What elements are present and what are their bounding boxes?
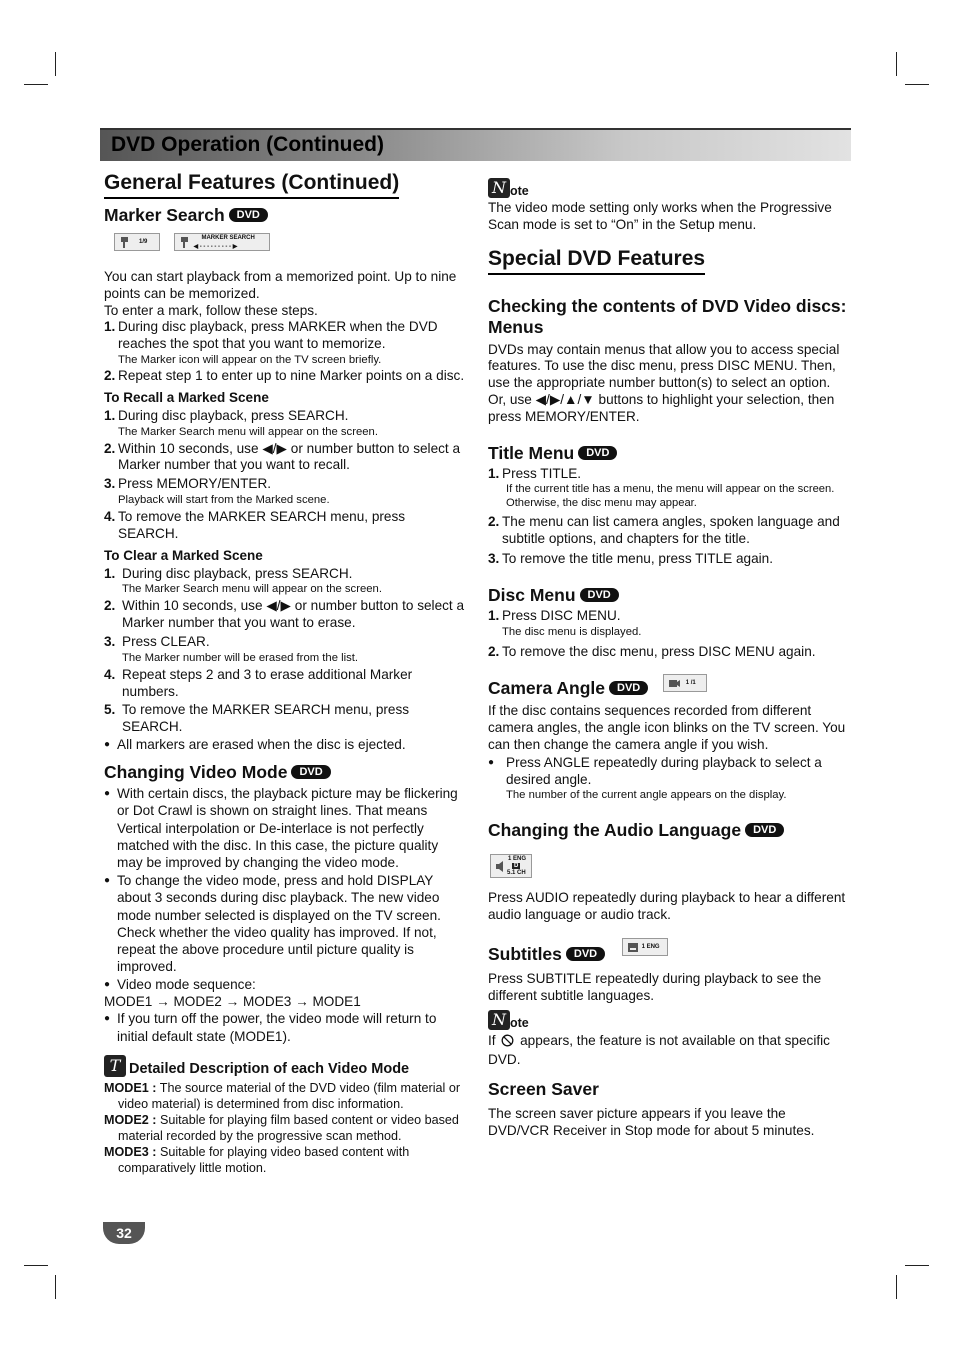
list-item: 1. During disc playback, press MARKER when the DVD reaches the spot that you want to memorize. [104, 319, 438, 352]
angle-osd [663, 674, 707, 692]
audio-osd-row [488, 854, 850, 880]
step-note: The Marker number will be erased from the list. [122, 651, 359, 664]
list-item: 1. During disc playback, press SEARCH. [104, 565, 353, 581]
camera-angle-heading: Camera Angle DVD 1 /1 [488, 674, 850, 699]
bullet-item: ● To change the video mode, press and hold DISPLAY about 3 seconds during disc playback. The new video mode number selected is displayed on the TV screen. Check whether the video quality has improved. If not, repeat the above procedure until picture quality is improved. [104, 873, 441, 975]
marker-osd-value: 1/9 [139, 239, 148, 245]
step-note: The disc menu is displayed. [502, 625, 642, 638]
marker-search-osd-label: MARKER SEARCH [201, 235, 255, 241]
audio-heading: Changing the Audio Language DVD [488, 820, 850, 841]
left-column [104, 170, 466, 1176]
subtitle-osd-value: 1 ENG [641, 943, 660, 950]
list-item: 2. Within 10 seconds, use ◀/▶ or number button to select a Marker number that you want to recall. [104, 440, 461, 473]
note-text: The video mode setting only works when the Progressive Scan mode is set to “On” in the Setup menu. [488, 200, 832, 232]
list-item: 2. Within 10 seconds, use ◀/▶ or number button to select a Marker number that you want to erase. [104, 598, 465, 631]
dvd-badge: DVD [580, 588, 619, 602]
section-title: General Features (Continued) [104, 170, 399, 199]
list-item: 5. To remove the MARKER SEARCH menu, press SEARCH. [104, 702, 410, 735]
title-menu-heading: Title Menu DVD [488, 443, 850, 464]
subheading: To Recall a Marked Scene [104, 389, 269, 405]
list-item: 1. Press DISC MENU. [488, 607, 621, 623]
subtitle-osd [622, 938, 668, 956]
marker-icon [179, 236, 191, 249]
dvd-badge: DVD [229, 208, 268, 222]
dvd-badge: DVD [291, 765, 330, 779]
crop-mark [905, 84, 929, 85]
marker-osd-row [104, 233, 466, 255]
step-note: The Marker Search menu will appear on the screen. [118, 425, 378, 438]
mode-sequence: MODE1 → MODE2 → MODE3 → MODE1 [104, 993, 361, 1009]
angle-osd-value: 1 /1 [685, 680, 696, 687]
crop-mark [55, 52, 56, 76]
subtitle-icon [627, 941, 639, 954]
subtitles-heading: Subtitles DVD 1 ENG [488, 938, 850, 965]
paragraph: You can start playback from a memorized point. Up to nine points can be memorized. [104, 269, 457, 301]
mode-description: MODE2 : Suitable for playing film based content or video based material recorded by the progressive scan method. [104, 1112, 459, 1143]
paragraph: Press AUDIO repeatedly during playback to hear a different audio language or audio track. [488, 890, 846, 922]
list-item: 2. Repeat step 1 to enter up to nine Marker points on a disc. [104, 367, 465, 383]
page-number: 32 [103, 1222, 145, 1244]
bullet-item: ● All markers are erased when the disc is ejected. [104, 736, 406, 752]
crop-mark [55, 1275, 56, 1299]
marker-search-heading: Marker Search DVD [104, 205, 466, 226]
step-note: Playback will start from the Marked scene. [118, 493, 330, 506]
marker-osd [114, 233, 160, 251]
bullet-item: ● If you turn off the power, the video mode will return to initial default state (MODE1). [104, 1011, 437, 1044]
list-item: 2. To remove the disc menu, press DISC MENU again. [488, 643, 816, 659]
list-item: 2. The menu can list camera angles, spoken language and subtitle options, and chapters for the title. [488, 514, 840, 547]
audio-osd [490, 854, 532, 878]
note-icon: N [488, 1010, 510, 1030]
paragraph: The screen saver picture appears if you leave the DVD/VCR Receiver in Stop mode for about 5 minutes. [488, 1105, 815, 1138]
prohibited-icon [501, 1034, 514, 1052]
crop-mark [896, 1275, 897, 1299]
marker-search-osd [174, 233, 270, 251]
marker-search-osd-bar: ◀ - - - - - - - - - ▶ [193, 244, 238, 250]
video-mode-heading: Changing Video Mode DVD [104, 762, 466, 783]
tip-heading: T Detailed Description of each Video Mode [104, 1055, 466, 1077]
paragraph: DVDs may contain menus that allow you to access special features. To use the disc menu, press DISC MENU. Then, use the appropriate number button(s) to select an option. Or, use ◀/▶/▲/▼ buttons to highlight your selection, then press MEMORY/ENTER. [488, 341, 840, 424]
dvd-badge: DVD [566, 947, 605, 961]
audio-osd-channels: 5.1 CH [507, 870, 526, 877]
note-text: If appears, the feature is not available on that specific DVD. [488, 1033, 830, 1068]
paragraph: Press SUBTITLE repeatedly during playback to see the different subtitle languages. [488, 970, 822, 1003]
note-icon: N [488, 178, 510, 198]
list-item: 1. During disc playback, press SEARCH. [104, 407, 349, 423]
section-title: Special DVD Features [488, 246, 705, 275]
marker-icon [119, 236, 131, 249]
subsection-title: Checking the contents of DVD Video discs: Menus [488, 295, 847, 337]
list-item: 4. Repeat steps 2 and 3 to erase additional Marker numbers. [104, 666, 413, 699]
list-item: 3. Press MEMORY/ENTER. [104, 476, 272, 492]
dvd-badge: DVD [609, 681, 648, 695]
list-item: 4. To remove the MARKER SEARCH menu, press SEARCH. [104, 508, 406, 541]
audio-osd-format: D [514, 863, 519, 870]
tip-icon: T [104, 1055, 126, 1077]
speaker-icon [495, 860, 507, 873]
dvd-badge: DVD [745, 823, 784, 837]
bullet-item: ● Video mode sequence: [104, 977, 256, 993]
audio-osd-language: 1 ENG [508, 856, 527, 863]
disc-menu-heading: Disc Menu DVD [488, 585, 850, 606]
camera-icon [668, 677, 680, 690]
list-item: 3. Press CLEAR. [104, 633, 210, 649]
dvd-badge: DVD [578, 446, 617, 460]
crop-mark [24, 84, 48, 85]
list-item: 1. Press TITLE. [488, 465, 582, 481]
right-column [488, 178, 850, 1140]
paragraph: To enter a mark, follow these steps. [104, 302, 318, 318]
header-bar [100, 128, 851, 161]
step-note: The Marker icon will appear on the TV screen briefly. [118, 353, 382, 366]
crop-mark [24, 1265, 48, 1266]
step-note: The number of the current angle appears on the display. [506, 789, 787, 802]
bullet-item: ● With certain discs, the playback picture may be flickering or Dot Crawl is shown on straight lines. That means Vertical interpolation or De-interlace is not perfectly matched with the disc. In this case, the picture quality may be improved by changing the video mode. [104, 786, 458, 870]
bullet-item: ● Press ANGLE repeatedly during playback to select a desired angle. [488, 754, 822, 787]
step-note: The Marker Search menu will appear on the screen. [122, 583, 382, 596]
crop-mark [905, 1265, 929, 1266]
subheading: To Clear a Marked Scene [104, 547, 263, 563]
page-header-title: DVD Operation (Continued) [111, 133, 384, 156]
mode-description: MODE1 : The source material of the DVD video (film material or video material) is determined from disc information. [104, 1080, 461, 1111]
note-heading: N ote [488, 178, 850, 198]
paragraph: If the disc contains sequences recorded from different camera angles, the angle icon blinks on the TV screen. You can then change the camera angle if you wish. [488, 703, 846, 752]
list-item: 3. To remove the title menu, press TITLE again. [488, 550, 773, 566]
screen-saver-title: Screen Saver [488, 1078, 599, 1099]
step-note: If the current title has a menu, the menu will appear on the screen. Otherwise, the disc menu may appear. [506, 483, 835, 510]
crop-mark [896, 52, 897, 76]
note-heading: N ote [488, 1010, 850, 1030]
mode-description: MODE3 : Suitable for playing video based content with comparatively little motion. [104, 1144, 410, 1175]
